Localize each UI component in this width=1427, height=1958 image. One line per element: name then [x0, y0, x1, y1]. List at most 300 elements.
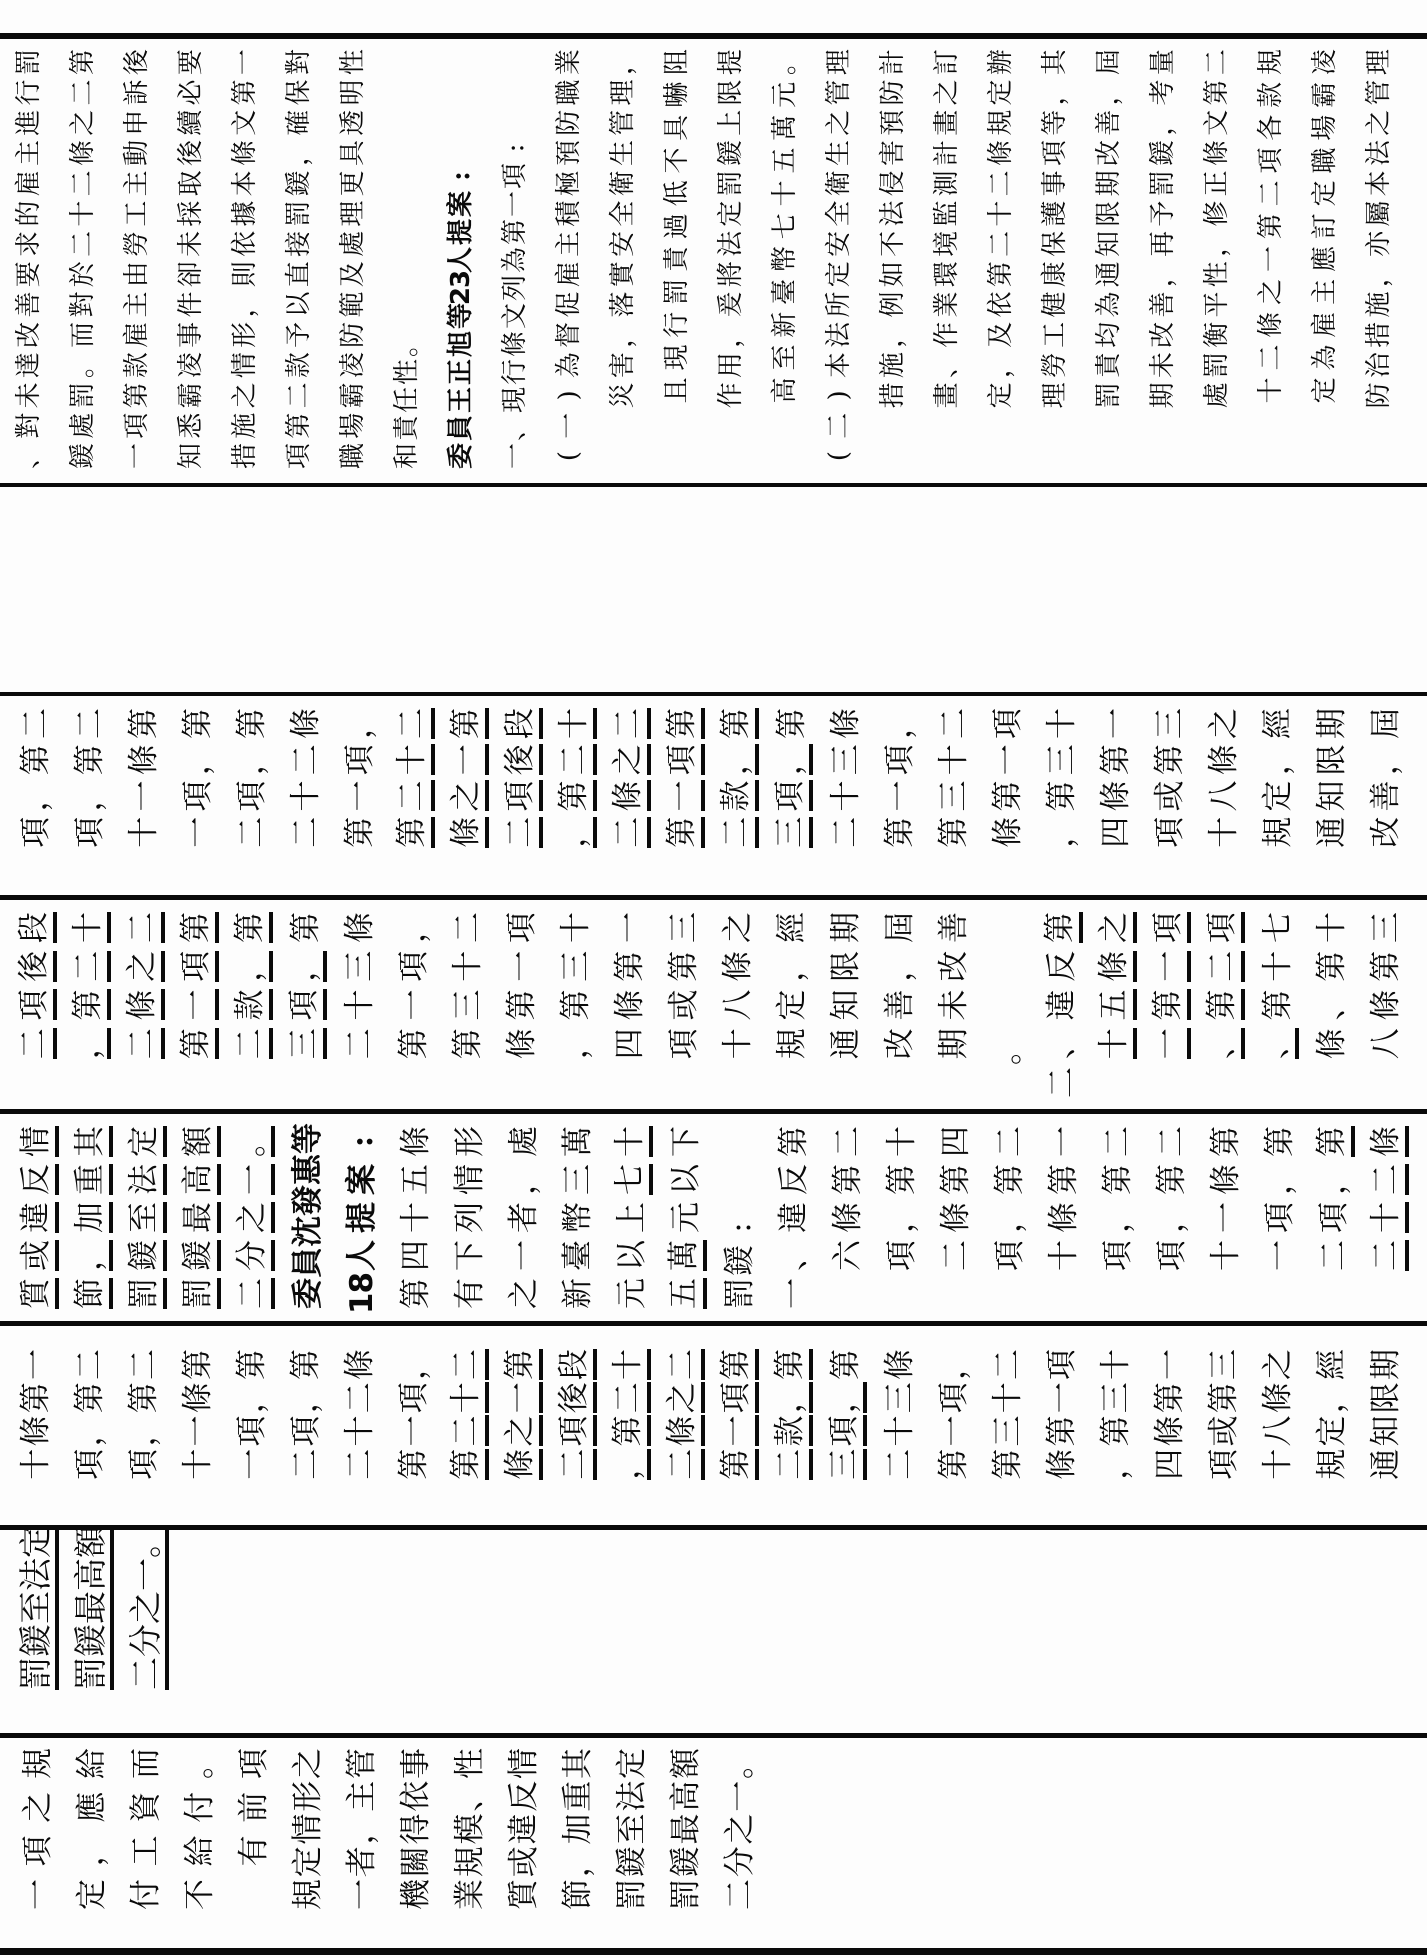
- char: 則: [229, 261, 260, 288]
- band-7-line-11: [552, 1740, 606, 1918]
- char: 而: [128, 1748, 165, 1780]
- char: 罰: [13, 49, 44, 76]
- table-cell-band-7: [12, 1740, 768, 1918]
- char: 款: [121, 352, 152, 379]
- char: 法: [877, 200, 908, 227]
- char: 或: [506, 1846, 543, 1878]
- band-1-line-7: [326, 41, 380, 477]
- indent-space: [1258, 410, 1284, 436]
- char: 提: [445, 218, 476, 245]
- band-7-line-1: [12, 1740, 66, 1918]
- char: 鍰: [722, 1245, 759, 1276]
- amended-char: 定: [16, 1525, 59, 1558]
- char: ，: [560, 1846, 597, 1878]
- amended-char: 二: [557, 744, 598, 775]
- char: 款: [1255, 81, 1286, 108]
- char: 知: [1093, 230, 1124, 257]
- char: 主: [1309, 278, 1340, 305]
- indent-space: [76, 853, 107, 884]
- indent-space: [1150, 413, 1176, 439]
- indent-space: [988, 413, 1014, 439]
- char: 害: [877, 140, 908, 167]
- char: 二: [1255, 180, 1286, 207]
- char: ，: [229, 291, 260, 318]
- char: 而: [67, 321, 98, 348]
- indent-space: [1102, 853, 1133, 884]
- char: 處: [506, 1126, 543, 1157]
- char: 第: [884, 1164, 921, 1195]
- char: 下: [668, 1126, 705, 1157]
- char: 鍰: [67, 442, 98, 469]
- amended-char: 加: [73, 1202, 114, 1233]
- char: 之: [506, 1278, 543, 1309]
- char: 一: [553, 412, 584, 439]
- char: 一: [504, 950, 541, 982]
- band-4-line-26: [1362, 1118, 1416, 1317]
- band-1-line-19: [974, 41, 1028, 477]
- band-3-line-26: [1360, 904, 1414, 1106]
- char: 條: [229, 140, 260, 167]
- indent-space: [1318, 1067, 1349, 1098]
- char: 業: [452, 1879, 489, 1910]
- char: 十: [990, 1382, 1027, 1414]
- band-2-line-12: [604, 700, 658, 892]
- indent-space: [400, 1067, 431, 1098]
- char: 二: [342, 1028, 379, 1060]
- char: 二: [126, 1349, 163, 1380]
- indent-space: [1266, 1278, 1297, 1309]
- char: 其: [1039, 49, 1070, 76]
- amended-char: 一: [235, 1164, 276, 1195]
- char: 不: [661, 147, 692, 174]
- char: 之: [229, 382, 260, 409]
- char: 文: [499, 302, 530, 329]
- char: 規: [985, 109, 1016, 136]
- indent-space: [1366, 413, 1392, 439]
- char: 其: [560, 1748, 597, 1779]
- char: 考: [1147, 79, 1178, 106]
- char: 透: [337, 109, 368, 136]
- amended-char: 二: [1205, 951, 1246, 982]
- char: 職: [553, 79, 584, 106]
- char: 善: [1368, 780, 1405, 812]
- amended-char: 鍰: [71, 1624, 114, 1657]
- char: 。: [769, 49, 800, 76]
- amended-char: 之: [503, 1416, 544, 1447]
- indent-space: [886, 1067, 917, 1098]
- char: 訴: [121, 79, 152, 106]
- amended-char: 項: [719, 1382, 760, 1413]
- char: 十: [342, 989, 379, 1021]
- amended-char: 萬: [667, 1240, 708, 1271]
- amended-char: 款: [773, 1416, 814, 1447]
- char: 十: [720, 1028, 757, 1060]
- amended-char: 項: [287, 990, 328, 1021]
- char: 一: [229, 49, 260, 76]
- char: 正: [1201, 170, 1232, 197]
- char: 凌: [175, 352, 206, 379]
- amended-char: 之: [611, 744, 652, 775]
- indent-space: [76, 1067, 107, 1098]
- char: 項: [992, 1240, 1029, 1271]
- indent-space: [1210, 853, 1241, 884]
- indent-space: [1156, 1067, 1187, 1098]
- band-5-line-24: [1252, 1341, 1306, 1521]
- indent-space: [1318, 1482, 1349, 1513]
- char: ，: [396, 912, 433, 943]
- char: 畫: [931, 382, 962, 409]
- char: 列: [499, 274, 530, 301]
- char: 條: [882, 1349, 919, 1380]
- band-3-line-10: [496, 904, 550, 1106]
- char: ，: [234, 1382, 271, 1414]
- indent-space: [616, 1067, 647, 1098]
- band-4-line-22: [1146, 1118, 1200, 1317]
- band-1-line-9: [434, 41, 488, 477]
- char: 員: [290, 1247, 327, 1278]
- band-4-line-15: [768, 1118, 822, 1317]
- char: 員: [445, 414, 476, 441]
- band-1-line-12: [596, 41, 650, 477]
- indent-space: [1374, 1278, 1405, 1309]
- char: ，: [1201, 230, 1232, 257]
- table-rule-1: [0, 33, 1427, 39]
- band-1-line-10: [488, 41, 542, 477]
- char: 反: [1044, 950, 1081, 982]
- band-4-line-14: [714, 1118, 768, 1317]
- char: ，: [1147, 109, 1178, 136]
- char: 條: [1201, 140, 1232, 167]
- amended-char: 第: [557, 781, 598, 812]
- amended-char: 二: [71, 951, 112, 982]
- table-rule-2: [0, 483, 1427, 487]
- char: 改: [1147, 321, 1178, 348]
- char: 第: [234, 708, 271, 739]
- char: (: [823, 450, 854, 462]
- char: 十: [985, 200, 1016, 227]
- band-4-line-5: [228, 1118, 282, 1317]
- indent-space: [988, 443, 1014, 469]
- band-4-line-25: [1308, 1118, 1362, 1317]
- amended-char: 項: [179, 951, 220, 982]
- char: 第: [180, 1349, 217, 1380]
- indent-space: [1104, 1278, 1135, 1309]
- band-2-line-11: [550, 700, 604, 892]
- amended-char: 第: [665, 817, 706, 848]
- char: 規: [774, 1028, 811, 1060]
- char: :: [344, 1135, 381, 1148]
- char: 第: [121, 382, 152, 409]
- char: 嚇: [661, 81, 692, 108]
- char: 項: [234, 1415, 271, 1447]
- amended-char: 條: [1369, 1126, 1410, 1157]
- char: 善: [936, 912, 973, 943]
- indent-space: [610, 443, 636, 469]
- amended-char: 第: [395, 817, 436, 848]
- char: 一: [506, 1240, 543, 1271]
- char: 二: [18, 708, 55, 739]
- char: 依: [229, 230, 260, 257]
- char: 項: [72, 816, 109, 848]
- char: 第: [342, 816, 379, 848]
- char: 給: [74, 1748, 111, 1780]
- char: 通: [1093, 261, 1124, 288]
- band-5-line-5: [226, 1341, 280, 1521]
- band-7-line-12: [606, 1740, 660, 1918]
- band-4-line-13: [660, 1118, 714, 1317]
- char: 一: [882, 780, 919, 812]
- char: 限: [828, 950, 865, 982]
- char: 一: [722, 1780, 759, 1812]
- char: 未: [936, 989, 973, 1021]
- band-7-line-5: [228, 1740, 282, 1918]
- char: 條: [1368, 989, 1405, 1021]
- char: 規: [1260, 816, 1297, 848]
- char: 上: [715, 109, 746, 136]
- band-2-line-26: [1360, 700, 1414, 892]
- char: 予: [283, 321, 314, 348]
- char: 沈: [290, 1216, 327, 1247]
- char: ，: [884, 1202, 921, 1233]
- char: 二: [722, 1879, 759, 1910]
- indent-space: [724, 1482, 755, 1513]
- amended-char: 二: [719, 817, 760, 848]
- band-3-line-1: [10, 904, 64, 1106]
- char: 第: [558, 989, 595, 1021]
- char: 重: [560, 1780, 597, 1812]
- char: 一: [1152, 1349, 1189, 1380]
- char: 項: [936, 1382, 973, 1414]
- char: 十: [828, 780, 865, 812]
- char: 案: [344, 1164, 381, 1195]
- char: 項: [288, 1415, 325, 1447]
- amended-char: 十: [395, 744, 436, 775]
- band-1-line-3: [110, 41, 164, 477]
- indent-space: [670, 853, 701, 884]
- char: 法: [715, 230, 746, 257]
- char: 十: [18, 1448, 55, 1480]
- char: 三: [990, 1415, 1027, 1447]
- indent-space: [832, 1482, 863, 1513]
- char: 二: [288, 1448, 325, 1480]
- char: 改: [13, 321, 44, 348]
- char: 罰: [715, 170, 746, 197]
- table-cell-band-2: [10, 700, 1414, 892]
- char: 予: [1147, 200, 1178, 227]
- char: 、: [1314, 989, 1351, 1021]
- band-5-line-13: [658, 1341, 712, 1521]
- char: 將: [715, 261, 746, 288]
- char: 項: [236, 1748, 273, 1780]
- amended-char: 第: [233, 912, 274, 943]
- amended-char: 一: [719, 1416, 760, 1447]
- char: 項: [1255, 147, 1286, 174]
- char: 第: [830, 1164, 867, 1195]
- amended-char: 條: [611, 781, 652, 812]
- band-2-line-1: [10, 700, 64, 892]
- char: 一: [396, 989, 433, 1021]
- char: 七: [1260, 912, 1297, 943]
- indent-space: [184, 853, 215, 884]
- indent-space: [1264, 1482, 1295, 1513]
- band-5-line-7: [334, 1341, 388, 1521]
- amended-char: 二: [235, 1278, 276, 1309]
- amended-char: 二: [557, 1449, 598, 1480]
- band-3-line-23: [1198, 904, 1252, 1106]
- amended-char: 七: [613, 1164, 654, 1195]
- char: 促: [553, 291, 584, 318]
- band-1-line-11: [542, 41, 596, 477]
- char: 第: [18, 744, 55, 776]
- char: 及: [337, 261, 368, 288]
- char: ，: [1044, 816, 1081, 848]
- char: 形: [452, 1126, 489, 1157]
- char: 知: [1314, 780, 1351, 812]
- char: 措: [1363, 321, 1394, 348]
- table-cell-band-1: [2, 41, 1406, 477]
- char: ，: [882, 950, 919, 982]
- char: 通: [1314, 816, 1351, 848]
- char: 一: [234, 1448, 271, 1480]
- char: 項: [1152, 816, 1189, 848]
- band-4-line-10: [498, 1118, 552, 1317]
- char: 第: [992, 1164, 1029, 1195]
- char: 人: [344, 1240, 381, 1271]
- char: 屬: [1363, 200, 1394, 227]
- char: 十: [1208, 1240, 1245, 1271]
- char: 落: [607, 291, 638, 318]
- char: 定: [1314, 1415, 1351, 1447]
- char: 付: [182, 1791, 219, 1823]
- char: 依: [985, 291, 1016, 318]
- char: 二: [1316, 1240, 1353, 1271]
- char: 管: [1363, 79, 1394, 106]
- amended-char: 項: [665, 744, 706, 775]
- char: 第: [450, 1028, 487, 1060]
- amended-char: ，: [719, 744, 760, 775]
- char: 修: [1201, 200, 1232, 227]
- amended-char: 之: [665, 1382, 706, 1413]
- char: ，: [992, 1202, 1029, 1233]
- band-4-line-8: [390, 1118, 444, 1317]
- char: 最: [668, 1813, 705, 1845]
- amended-char: 款: [233, 990, 274, 1021]
- table-rule-5: [0, 1109, 1427, 1114]
- amended-char: 二: [395, 781, 436, 812]
- char: ，: [72, 780, 109, 812]
- char: 條: [398, 1126, 435, 1157]
- band-3-line-8: [388, 904, 442, 1106]
- band-2-line-18: [928, 700, 982, 892]
- char: 治: [1363, 352, 1394, 379]
- char: 主: [121, 170, 152, 197]
- char: 上: [614, 1202, 651, 1233]
- char: 求: [13, 230, 44, 257]
- band-2-line-21: [1090, 700, 1144, 892]
- char: 一: [1262, 1240, 1299, 1271]
- char: ，: [1314, 1382, 1351, 1414]
- char: 節: [560, 1879, 597, 1910]
- indent-space: [880, 413, 906, 439]
- char: 場: [337, 412, 368, 439]
- amended-char: 鍰: [181, 1240, 222, 1271]
- char: 確: [283, 109, 314, 136]
- char: 等: [445, 302, 476, 329]
- char: 不: [877, 230, 908, 257]
- amended-char: 質: [19, 1278, 60, 1309]
- char: 善: [13, 291, 44, 318]
- indent-space: [1320, 1278, 1351, 1309]
- band-2-line-25: [1306, 700, 1360, 892]
- band-2-line-16: [820, 700, 874, 892]
- band-5-line-3: [118, 1341, 172, 1521]
- char: ，: [126, 1415, 163, 1447]
- char: 二: [1255, 344, 1286, 371]
- amended-char: ，: [71, 1028, 112, 1059]
- char: 定: [1309, 180, 1340, 207]
- amended-char: 項: [1151, 912, 1192, 943]
- char: 新: [560, 1278, 597, 1309]
- char: 主: [121, 291, 152, 318]
- band-5-line-6: [280, 1341, 334, 1521]
- band-1-line-18: [920, 41, 974, 477]
- char: 事: [175, 321, 206, 348]
- amended-char: 法: [127, 1164, 168, 1195]
- char: 罰: [1093, 382, 1124, 409]
- char: 旭: [445, 330, 476, 357]
- char: 第: [776, 1126, 813, 1157]
- char: 第: [1046, 1164, 1083, 1195]
- char: ，: [1147, 261, 1178, 288]
- band-5-line-15: [766, 1341, 820, 1521]
- amended-char: 之: [1097, 912, 1138, 943]
- band-1-line-15: [758, 41, 812, 477]
- band-4-line-19: [984, 1118, 1038, 1317]
- char: 機: [398, 1879, 435, 1910]
- char: 第: [126, 708, 163, 739]
- char: 法: [1363, 140, 1394, 167]
- char: 臺: [769, 278, 800, 305]
- char: 三: [1098, 1382, 1135, 1414]
- char: 二: [283, 382, 314, 409]
- char: 十: [342, 1415, 379, 1447]
- char: 措: [877, 382, 908, 409]
- char: 過: [661, 213, 692, 240]
- amended-char: 第: [1205, 990, 1246, 1021]
- char: 具: [661, 114, 692, 141]
- char: 項: [20, 1835, 57, 1867]
- char: 新: [769, 311, 800, 338]
- char: 第: [1201, 79, 1232, 106]
- char: 之: [823, 109, 854, 136]
- amended-char: 之: [449, 781, 490, 812]
- char: 萬: [769, 114, 800, 141]
- char: 對: [67, 291, 98, 318]
- char: 鍰: [668, 1846, 705, 1878]
- band-3-line-15: [766, 904, 820, 1106]
- char: 二: [342, 1382, 379, 1414]
- char: 文: [1201, 109, 1232, 136]
- indent-space: [1210, 1482, 1241, 1513]
- char: 八: [720, 989, 757, 1021]
- char: 下: [452, 1240, 489, 1271]
- amended-char: 十: [613, 1126, 654, 1157]
- char: 第: [67, 49, 98, 76]
- char: 之: [67, 109, 98, 136]
- char: ，: [234, 744, 271, 776]
- char: 訂: [1309, 213, 1340, 240]
- char: 一: [499, 190, 530, 217]
